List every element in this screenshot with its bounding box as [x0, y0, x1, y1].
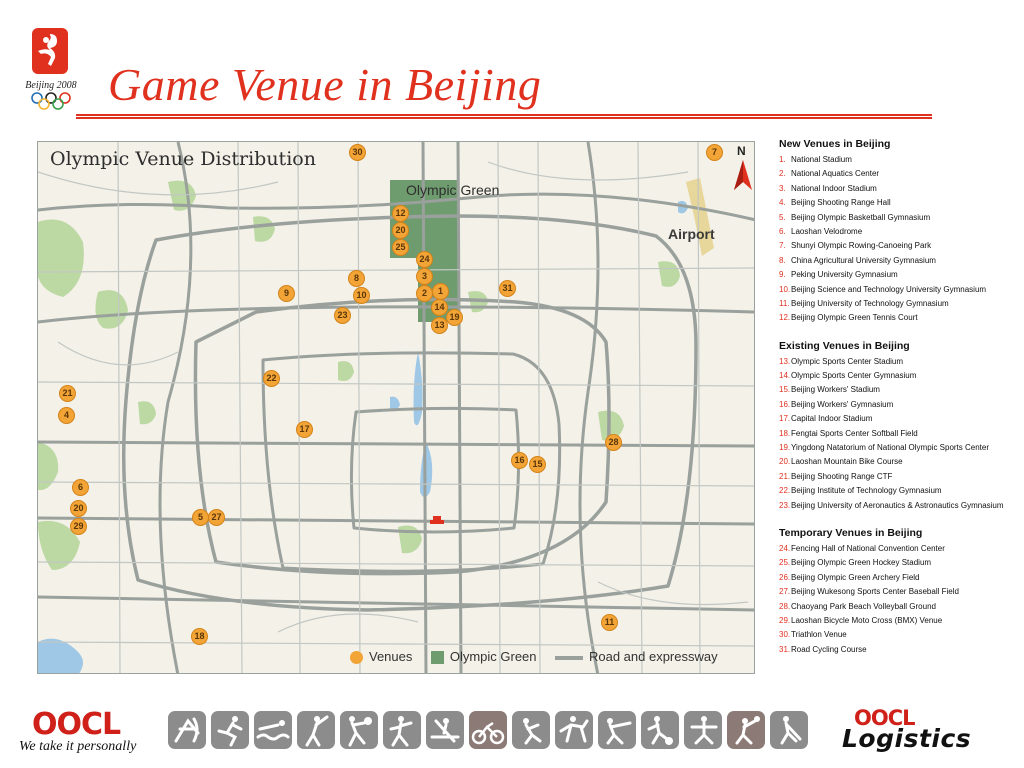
venue-marker[interactable]: 13: [431, 317, 448, 334]
logistics-wordmark: Logistics: [842, 724, 972, 753]
venue-marker[interactable]: 30: [349, 144, 366, 161]
venue-row: 12.Beijing Olympic Green Tennis Court: [779, 313, 918, 323]
green-square-icon: [431, 651, 444, 664]
beijing-2008-logo: [14, 24, 88, 118]
venue-list: [779, 138, 1023, 671]
venue-marker[interactable]: 7: [706, 144, 723, 161]
athletics-icon: [211, 711, 249, 749]
venue-row: 26.Beijing Olympic Green Archery Field: [779, 572, 920, 582]
venue-row: 27.Beijing Wukesong Sports Center Baseball Field: [779, 587, 959, 597]
venue-row: 20.Laoshan Mountain Bike Course: [779, 457, 903, 467]
venue-marker[interactable]: 1: [432, 283, 449, 300]
venue-marker[interactable]: 22: [263, 370, 280, 387]
cycling-icon: [469, 711, 507, 749]
venue-row: 7. Shunyi Olympic Rowing-Canoeing Park: [779, 241, 932, 251]
venue-marker[interactable]: 5: [192, 509, 209, 526]
venue-marker[interactable]: 18: [191, 628, 208, 645]
north-arrow-icon: [732, 158, 754, 194]
venue-marker[interactable]: 19: [446, 309, 463, 326]
logo-caption: Beijing 2008: [25, 80, 77, 91]
venue-row: 23.Beijing University of Aeronautics & Astronautics Gymnasium: [779, 500, 1004, 510]
svg-text:OOCL: OOCL: [854, 706, 915, 728]
venue-map: [37, 141, 755, 674]
canoe-icon: [426, 711, 464, 749]
new-venues-section: [779, 138, 1023, 326]
map-legend: [350, 648, 732, 666]
legend-roads: Road and expressway: [555, 649, 718, 664]
football-icon: [641, 711, 679, 749]
archery-icon: [168, 711, 206, 749]
venue-marker[interactable]: 25: [392, 239, 409, 256]
venue-row: 15.Beijing Workers' Stadium: [779, 385, 880, 395]
gymnastics-icon: [684, 711, 722, 749]
section-heading: Temporary Venues in Beijing: [779, 526, 923, 539]
basketball-icon: [340, 711, 378, 749]
venue-row: 2. National Aquatics Center: [779, 169, 880, 179]
swimming-icon: [254, 711, 292, 749]
venue-marker[interactable]: 3: [416, 268, 433, 285]
diving-icon: [512, 711, 550, 749]
venue-row: 29.Laoshan Bicycle Moto Cross (BMX) Venue: [779, 615, 943, 625]
airport-label: Airport: [668, 226, 715, 242]
page-title: Game Venue in Beijing: [108, 59, 542, 110]
venue-row: 30.Triathlon Venue: [779, 630, 847, 640]
venue-marker[interactable]: 20: [392, 222, 409, 239]
venue-row: 6. Laoshan Velodrome: [779, 226, 863, 236]
venue-row: 24.Fencing Hall of National Convention Center: [779, 543, 945, 553]
venue-marker[interactable]: 10: [353, 287, 370, 304]
venue-row: 10.Beijing Science and Technology University Gymnasium: [779, 284, 987, 294]
temporary-venues-section: [779, 527, 1023, 657]
badminton-icon: [297, 711, 335, 749]
venue-row: 19.Yingdong Natatorium of National Olympic Sports Center: [779, 443, 990, 453]
venue-marker[interactable]: 8: [348, 270, 365, 287]
section-heading: New Venues in Beijing: [779, 138, 891, 150]
venue-marker[interactable]: 23: [334, 307, 351, 324]
venue-row: 8. China Agricultural University Gymnasium: [779, 255, 936, 265]
venue-marker[interactable]: 12: [392, 205, 409, 222]
venue-row: 9. Peking University Gymnasium: [779, 270, 898, 280]
venue-dot-icon: [350, 651, 363, 664]
road-line-icon: [555, 656, 583, 660]
map-title: Olympic Venue Distribution: [50, 148, 316, 170]
fencing-icon: [598, 711, 636, 749]
north-label: N: [737, 144, 746, 158]
venue-row: 14.Olympic Sports Center Gymnasium: [779, 371, 917, 381]
venue-marker[interactable]: 16: [511, 452, 528, 469]
venue-marker[interactable]: 28: [605, 434, 622, 451]
venue-row: 22.Beijing Institute of Technology Gymnasium: [779, 486, 942, 496]
venue-marker[interactable]: 14: [431, 299, 448, 316]
existing-venues-section: [779, 340, 1023, 513]
venue-row: 21.Beijing Shooting Range CTF: [779, 471, 893, 481]
legend-venues: Venues: [350, 649, 412, 664]
hockey-icon: [770, 711, 808, 749]
venue-row: 25.Beijing Olympic Green Hockey Stadium: [779, 558, 932, 568]
olympic-green-label: Olympic Green: [406, 182, 500, 198]
venue-marker[interactable]: 27: [208, 509, 225, 526]
venue-marker[interactable]: 17: [296, 421, 313, 438]
venue-marker[interactable]: 24: [416, 251, 433, 268]
venue-marker[interactable]: 2: [416, 285, 433, 302]
venue-marker[interactable]: 20: [70, 500, 87, 517]
venue-row: 4. Beijing Shooting Range Hall: [779, 198, 891, 208]
venue-marker[interactable]: 21: [59, 385, 76, 402]
legend-olympic-green: Olympic Green: [431, 649, 537, 664]
section-heading: Existing Venues in Beijing: [779, 339, 910, 352]
venue-marker[interactable]: 9: [278, 285, 295, 302]
venue-marker[interactable]: 29: [70, 518, 87, 535]
venue-row: 31.Road Cycling Course: [779, 644, 867, 654]
venue-row: 1. National Stadium: [779, 155, 852, 164]
boxing-icon: [383, 711, 421, 749]
venue-marker[interactable]: 15: [529, 456, 546, 473]
oocl-logo: [30, 706, 140, 738]
footer: [0, 700, 1024, 768]
venue-row: 11.Beijing University of Technology Gymnasium: [779, 298, 949, 308]
title-underline: [76, 114, 932, 119]
venue-row: 18.Fengtai Sports Center Softball Field: [779, 428, 918, 438]
venue-row: 5. Beijing Olympic Basketball Gymnasium: [779, 212, 931, 222]
svg-text:OOCL: OOCL: [32, 707, 121, 738]
venue-row: 28.Chaoyang Park Beach Volleyball Ground: [779, 601, 936, 611]
tagline: We take it personally: [19, 739, 137, 754]
venue-row: 17.Capital Indoor Stadium: [779, 414, 873, 424]
equestrian-icon: [555, 711, 593, 749]
venue-marker[interactable]: 6: [72, 479, 89, 496]
handball-icon: [727, 711, 765, 749]
venue-row: 13.Olympic Sports Center Stadium: [779, 356, 904, 366]
venue-marker[interactable]: 31: [499, 280, 516, 297]
venue-marker[interactable]: 11: [601, 614, 618, 631]
venue-marker[interactable]: 4: [58, 407, 75, 424]
venue-row: 3. National Indoor Stadium: [779, 183, 877, 193]
venue-row: 16.Beijing Workers' Gymnasium: [779, 399, 894, 409]
